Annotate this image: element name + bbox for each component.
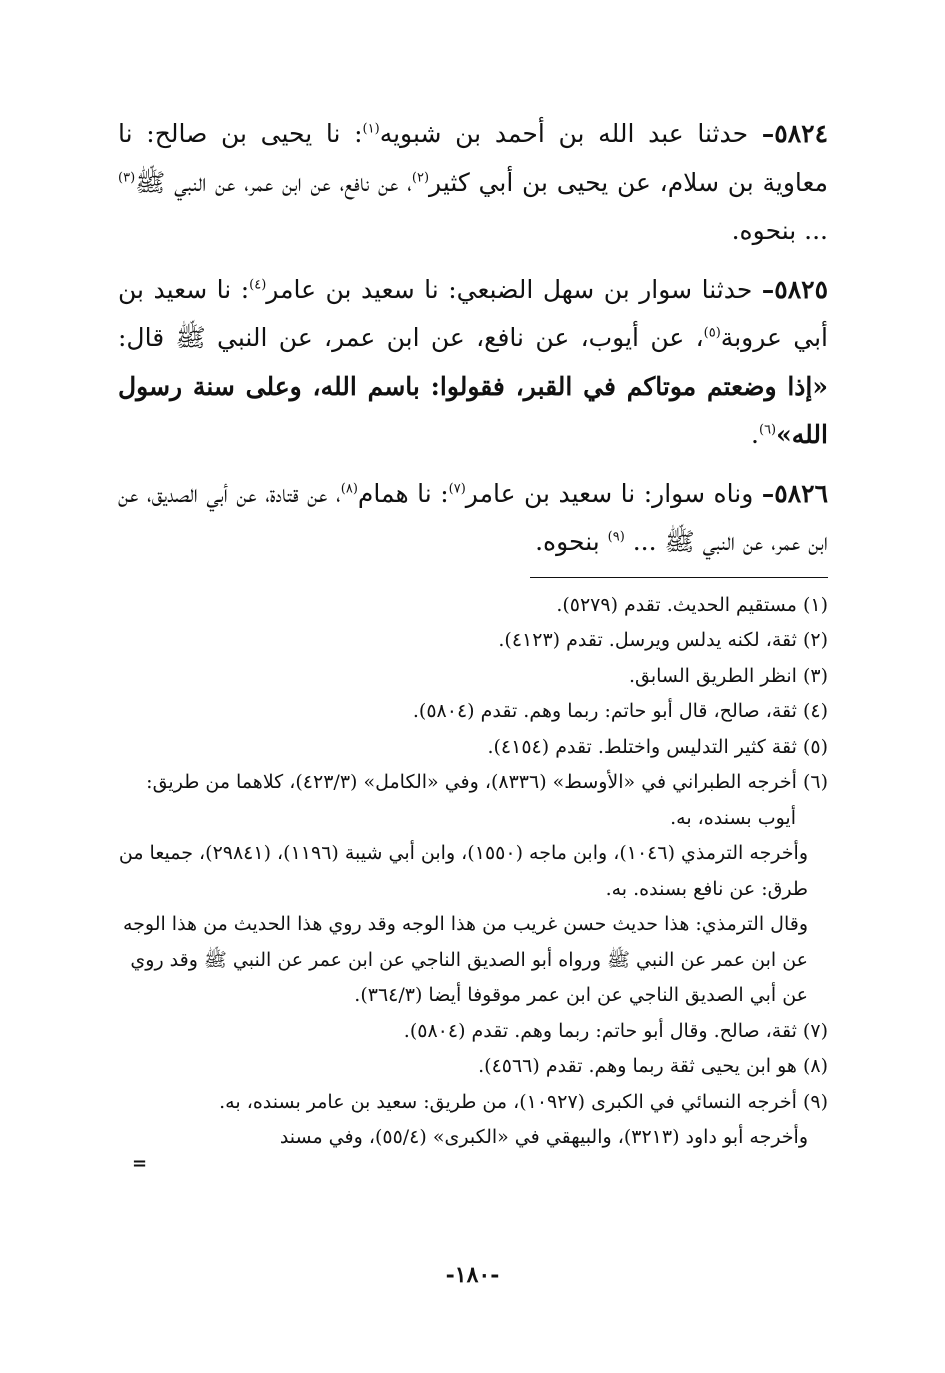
hadith-number: ٥٨٢٥–: [761, 274, 828, 304]
footnote-ref: (٩): [607, 529, 625, 545]
hadith-text: : نا يحيى بن صالح: نا معاوية بن سلام، عن يحيى بن أبي كثير: [118, 119, 828, 197]
hadith-text: حدثنا عبد الله بن أحمد بن شبويه: [379, 119, 762, 148]
footnote-ref: (٣): [118, 170, 136, 186]
hadith-text: بنحوه.: [535, 527, 608, 556]
footnote-separator: [530, 577, 828, 578]
footnote: (٧) ثقة، صالح. وقال أبو حاتم: ربما وهم. تقدم (٥٨٠٤).: [403, 1019, 828, 1042]
footnote-continuation: وقال الترمذي: هذا حديث حسن غريب من هذا الوجه وقد روي هذا الحديث من هذا الوجه عن ابن عمر عن النبي ﷺ ورواه أبو الصديق الناجي عن ابن عمر عن النبي ﷺ وقد روي عن أبي الصديق الناجي عن ابن عمر موقوفا أيضا (٣٦٤/٣).: [122, 913, 808, 1006]
footnote: (٩) أخرجه النسائي في الكبرى (١٠٩٢٧)، من طريق: سعيد بن عامر بسنده، به.: [219, 1090, 828, 1113]
main-text: [118, 110, 828, 567]
page-body: [118, 110, 828, 1310]
footnote-ref: (١): [362, 121, 380, 137]
hadith-text: ... بنحوه.: [731, 216, 828, 245]
hadith-text: : نا همام: [357, 478, 449, 508]
footnote: (١) مستقيم الحديث. تقدم (٥٢٧٩).: [556, 593, 828, 616]
continuation-mark: =: [132, 1153, 148, 1174]
footnote: (٤) ثقة، صالح، قال أبو حاتم: ربما وهم. تقدم (٥٨٠٤).: [412, 700, 828, 722]
hadith-text: : نا سعيد بن أبي عروبة: [118, 274, 828, 352]
hadith-text-bold: «إذا وضعتم موتاكم في القبر، فقولوا: باسم الله، وعلى سنة رسول الله»: [118, 371, 828, 449]
hadith-text: ، عن قتادة، عن أبي الصديق، عن ابن عمر، عن النبي ﷺ ...: [118, 478, 828, 556]
hadith-text: وناه سوار: نا سعيد بن عامر: [465, 478, 762, 508]
footnote-continuation: وأخرجه أبو داود (٣٢١٣)، والبيهقي في «الكبرى» (٥٥/٤)، وفي مسند: [279, 1126, 808, 1148]
footnote-ref: (٥): [703, 325, 721, 341]
hadith-text: .: [751, 420, 759, 449]
page-number: -١٨٠-: [445, 1262, 500, 1288]
footnote-ref: (٨): [340, 481, 358, 497]
hadith-text: ، عن أيوب، عن نافع، عن ابن عمر، عن النبي ﷺ قال:: [118, 323, 704, 352]
footnotes: [118, 588, 828, 1174]
hadith-text: حدثنا سوار بن سهل الضبعي: نا سعيد بن عامر: [266, 274, 762, 304]
hadith-entry: [118, 266, 828, 460]
footnote-ref: (٢): [411, 170, 430, 186]
hadith-entry: [118, 110, 828, 256]
footnote: (٦) أخرجه الطبراني في «الأوسط» (٨٣٣٦)، وفي «الكامل» (٤٢٣/٣)، كلاهما من طريق: أيوب بسنده، به.: [146, 771, 828, 829]
hadith-text: ، عن نافع، عن ابن عمر، عن النبي ﷺ: [135, 167, 412, 197]
footnote: (٣) انظر الطريق السابق.: [628, 664, 828, 687]
footnote-ref: (٤): [249, 277, 267, 293]
footnote: (٨) هو ابن يحيى ثقة ربما وهم. تقدم (٤٥٦٦).: [478, 1055, 828, 1077]
hadith-number: ٥٨٢٦–: [761, 478, 828, 508]
footnote-continuation: وأخرجه الترمذي (١٠٤٦)، وابن ماجه (١٥٥٠)، وابن أبي شيبة (١١٩٦)، (٢٩٨٤١)، جميعا من طرق: عن نافع بسنده. به.: [118, 842, 808, 900]
footnote: (٢) ثقة، لكنه يدلس ويرسل. تقدم (٤١٢٣).: [498, 629, 828, 651]
footnote-ref: (٧): [448, 481, 466, 497]
footnote-ref: (٦): [758, 422, 777, 438]
footnote: (٥) ثقة كثير التدليس واختلط. تقدم (٤١٥٤).: [487, 735, 828, 758]
hadith-number: ٥٨٢٤–: [761, 119, 829, 148]
hadith-entry: [118, 470, 828, 567]
